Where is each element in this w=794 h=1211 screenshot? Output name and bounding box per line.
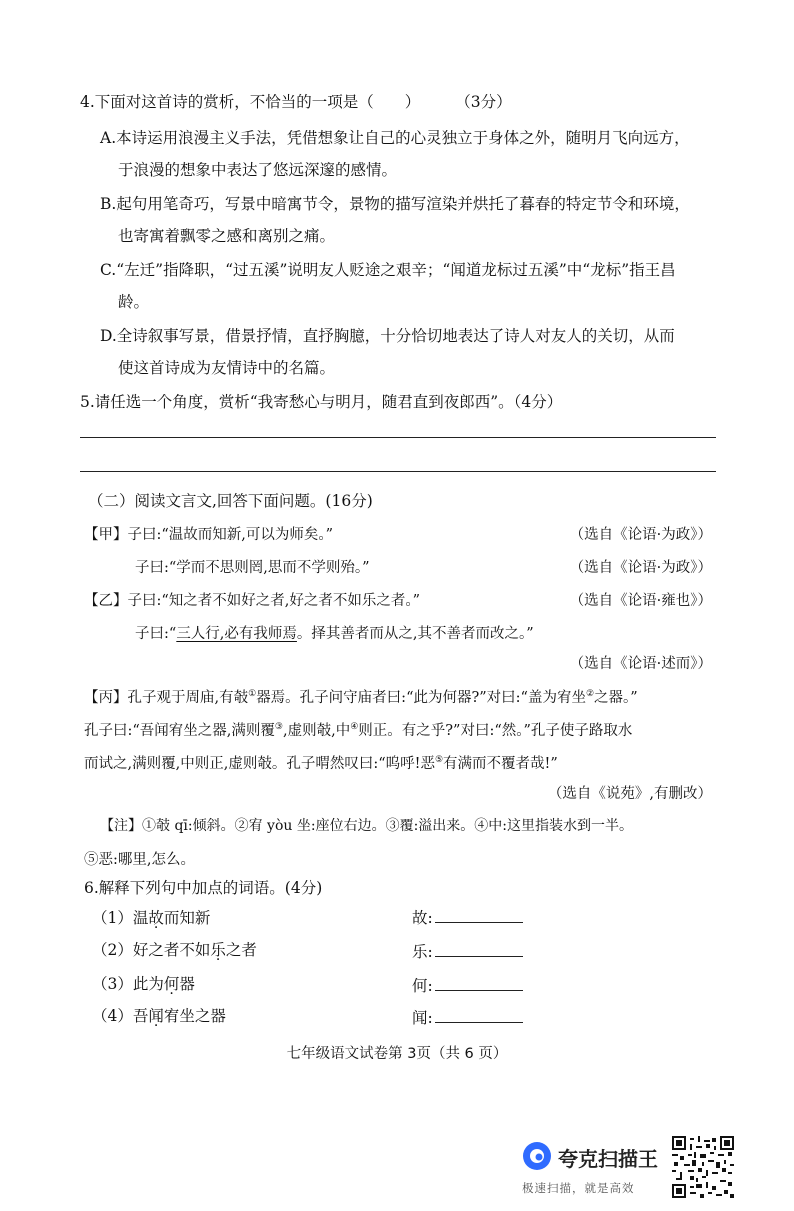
yi-tag: 【乙】 — [84, 593, 128, 609]
bing-line1: 【丙】孔子观于周庙,有攲①器焉。孔子问守庙者曰:“此为何器?”对曰:“盖为宥坐②之器。” — [84, 689, 638, 706]
q6-item-4: （4）吾闻宥坐之器 — [92, 1007, 226, 1025]
answer-blank[interactable] — [435, 908, 523, 923]
qr-code-icon — [672, 1136, 734, 1198]
underlined-sentence: 三人行,必有我师焉 — [176, 626, 297, 642]
yi-line2: 子曰:“三人行,必有我师焉。择其善者而从之,其不善者而改之。” — [135, 626, 534, 642]
dotted-word: 故 — [148, 909, 164, 927]
answer-line-2[interactable] — [80, 471, 716, 472]
yi-line1: 【乙】子曰:“知之者不如好之者,好之者不如乐之者。” — [84, 593, 421, 609]
watermark-brand: 夸克扫描王 — [558, 1147, 658, 1171]
q4-points: （3分） — [455, 93, 512, 111]
bing-source: （选自《说苑》,有删改） — [547, 786, 712, 802]
jia-line1: 【甲】子曰:“温故而知新,可以为师矣。” — [84, 527, 334, 543]
jia-line2: 子曰:“学而不思则罔,思而不学则殆。” — [135, 560, 370, 576]
q4-option-b-line1: B.起句用笔奇巧，写景中暗寓节令，景物的描写渲染并烘托了暮春的特定节令和环境， — [100, 195, 690, 213]
q6-item-1: （1）温故而知新 — [92, 909, 211, 927]
q6-answer-4[interactable]: 闻: — [412, 1006, 523, 1028]
q6-item-3: （3）此为何器 — [92, 975, 195, 993]
qr-code — [672, 1136, 734, 1202]
bing-tag: 【丙】 — [84, 690, 128, 706]
jia-tag: 【甲】 — [84, 527, 128, 543]
jia-source-1: （选自《论语·为政》） — [569, 527, 712, 543]
q4-option-d-line2: 使这首诗成为友情诗中的名篇。 — [118, 359, 336, 377]
q5-stem: 5.请任选一个角度，赏析“我寄愁心与明月，随君直到夜郎西”。（4分） — [80, 393, 563, 411]
answer-blank[interactable] — [435, 1008, 523, 1023]
q4-stem: 4.下面对这首诗的赏析，不恰当的一项是（ ） （3分） — [80, 93, 512, 111]
q4-option-c-line2: 龄。 — [118, 293, 150, 311]
quark-logo-icon — [522, 1141, 552, 1171]
q6-item-2: （2）好之者不如乐之者 — [92, 941, 257, 959]
q6-stem: 6.解释下列句中加点的词语。(4分) — [84, 879, 323, 897]
bing-line3: 而试之,满则覆,中则正,虚则攲。孔子喟然叹曰:“呜呼!恶⑤有满而不覆者哉!” — [84, 755, 558, 772]
section2-heading: （二）阅读文言文,回答下面问题。(16分) — [88, 492, 373, 510]
q6-answer-3[interactable]: 何: — [412, 974, 523, 996]
jia-source-2: （选自《论语·为政》） — [569, 560, 712, 576]
q4-option-a-line1: A.本诗运用浪漫主义手法，凭借想象让自己的心灵独立于身体之外，随明月飞向远方， — [100, 129, 690, 147]
notes-line1: 【注】①攲 qī:倾斜。②宥 yòu 坐:座位右边。③覆:溢出来。④中:这里指装水到一半。 — [100, 818, 634, 834]
dotted-word: 闻 — [148, 1007, 164, 1025]
yi-source-1: （选自《论语·雍也》） — [569, 593, 712, 609]
quark-logo — [522, 1141, 552, 1175]
page-footer: 七年级语文试卷第 3页（共 6 页） — [286, 1046, 508, 1062]
q4-option-d-line1: D.全诗叙事写景，借景抒情，直抒胸臆，十分恰切地表达了诗人对友人的关切，从而 — [100, 327, 675, 345]
bing-line2: 孔子曰:“吾闻宥坐之器,满则覆③,虚则攲,中④则正。有之乎?”对曰:“然。”孔子使子路取水 — [84, 722, 633, 739]
q4-option-a-line2: 于浪漫的想象中表达了悠远深邃的感情。 — [118, 161, 398, 179]
q4-option-c-line1: C.“左迁”指降职，“过五溪”说明友人贬途之艰辛；“闻道龙标过五溪”中“龙标”指王昌 — [100, 261, 676, 279]
answer-blank[interactable] — [435, 942, 523, 957]
q6-answer-2[interactable]: 乐: — [412, 940, 523, 962]
watermark-slogan: 极速扫描，就是高效 — [522, 1181, 635, 1195]
answer-blank[interactable] — [435, 976, 523, 991]
dotted-word: 乐 — [210, 941, 226, 959]
yi-source-2: （选自《论语·述而》） — [569, 656, 712, 672]
dotted-word: 何 — [163, 975, 180, 993]
q4-option-b-line2: 也寄寓着飘零之感和离别之痛。 — [118, 227, 336, 245]
answer-line-1[interactable] — [80, 437, 716, 438]
notes-line2: ⑤恶:哪里,怎么。 — [84, 852, 195, 868]
q6-answer-1[interactable]: 故: — [412, 906, 523, 928]
